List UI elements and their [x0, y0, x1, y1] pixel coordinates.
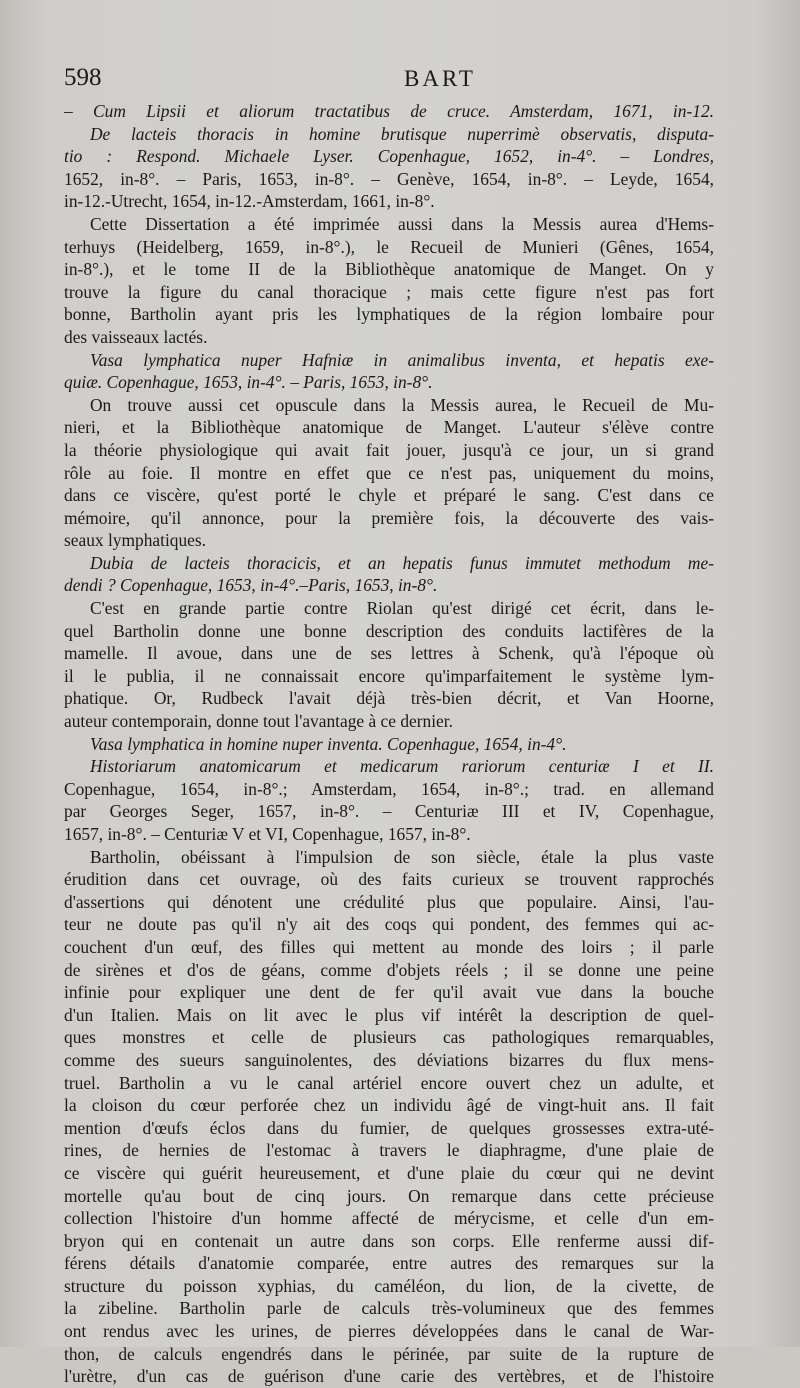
text-line: C'est en grande partie contre Riolan qu'est dirigé cet écrit, dans le- — [90, 598, 714, 619]
text-line: infinie pour expliquer une dent de fer qu'il avait vue dans la bouche — [64, 982, 714, 1003]
text-line: in-8°.), et le tome II de la Bibliothèque anatomique de Manget. On y — [64, 259, 714, 280]
text-line: ce viscère qui guérit heureusement, et d'une plaie du cœur qui ne devint — [64, 1162, 714, 1183]
text-line: d'assertions qui dénotent une crédulité plus que populaire. Ainsi, l'au- — [64, 891, 714, 912]
running-head: BART — [404, 66, 476, 91]
text-line: érudition dans cet ouvrage, où des faits curieux se trouvent rapprochés — [64, 869, 714, 890]
text-line: De lacteis thoracis in homine brutisque nuperrimè observatis, disputa- — [90, 123, 714, 144]
text-line: la zibeline. Bartholin parle de calculs très-volumineux que des femmes — [64, 1298, 714, 1319]
text-line: ont rendus avec les urines, de pierres développées dans le canal de War- — [64, 1321, 714, 1342]
text-line: férens détails d'anatomie comparée, entre autres des remarques sur la — [64, 1253, 714, 1274]
text-line: Historiarum anatomicarum et medicarum rariorum centuriæ I et II. — [90, 756, 714, 777]
text-line: – Cum Lipsii et aliorum tractatibus de cruce. Amsterdam, 1671, in-12. — [64, 101, 714, 121]
page-body — [64, 100, 714, 1388]
text-line: teur ne doute pas qu'il n'y ait des coqs qui pondent, des femmes qui ac- — [64, 914, 714, 935]
text-line: 1652, in-8°. – Paris, 1653, in-8°. – Genève, 1654, in-8°. – Leyde, 1654, — [64, 168, 714, 189]
text-line: d'un Italien. Mais on lit avec le plus vif intérêt la description de quel- — [64, 1004, 714, 1025]
text-line: phatique. Or, Rudbeck l'avait déjà très-bien décrit, et Van Hoorne, — [64, 688, 714, 709]
text-line: quiæ. Copenhague, 1653, in-4°. – Paris, 1653, in-8°. — [64, 372, 433, 393]
text-line: des vaisseaux lactés. — [64, 326, 208, 347]
text-line: terhuys (Heidelberg, 1659, in-8°.), le Recueil de Munieri (Gênes, 1654, — [64, 236, 714, 257]
text-line: Dubia de lacteis thoracicis, et an hepatis funus immutet methodum me- — [90, 552, 714, 573]
text-line: dendi ? Copenhague, 1653, in-4°.–Paris, 1653, in-8°. — [64, 575, 438, 596]
text-line: seaux lymphatiques. — [64, 530, 206, 551]
text-line: 1657, in-8°. – Centuriæ V et VI, Copenhague, 1657, in-8°. — [64, 824, 471, 844]
text-line: thon, de calculs engendrés dans le périnée, par suite de la rupture de — [64, 1343, 714, 1364]
text-line: dans ce viscère, qu'est porté le chyle et préparé le sang. C'est dans ce — [64, 485, 714, 506]
text-line: bryon qui en contenait un autre dans son corps. Elle renferme aussi dif- — [64, 1230, 714, 1251]
page-number: 598 — [64, 64, 102, 91]
text-line: mortelle qu'au bout de cinq jours. On remarque dans cette précieuse — [64, 1185, 714, 1206]
text-line: la cloison du cœur perforée chez un individu âgé de vingt-huit ans. Il fait — [64, 1095, 714, 1116]
text-line: Bartholin, obéissant à l'impulsion de son siècle, étale la plus vaste — [90, 846, 714, 867]
text-line: mémoire, qu'il annonce, pour la première fois, la découverte des vais- — [64, 507, 714, 528]
text-line: in-12.-Utrecht, 1654, in-12.-Amsterdam, 1661, in-8°. — [64, 191, 435, 212]
page-header — [64, 64, 714, 94]
text-line: Vasa lymphatica nuper Hafniæ in animalibus inventa, et hepatis exe- — [90, 349, 714, 370]
text-line: rôle au foie. Il montre en effet que ce n'est pas, uniquement du moins, — [64, 462, 714, 483]
text-line: de sirènes et d'os de géans, comme d'objets réels ; il se donne une peine — [64, 959, 714, 980]
text-line: la théorie physiologique qui avait fait jouer, jusqu'à ce jour, un si grand — [64, 439, 714, 460]
text-line: structure du poisson xyphias, du caméléon, du lion, de la civette, de — [64, 1275, 714, 1296]
text-line: bonne, Bartholin ayant pris les lymphatiques de la région lombaire pour — [64, 304, 714, 325]
text-line: comme des sueurs sanguinolentes, des déviations bizarres du flux mens- — [64, 1049, 714, 1070]
text-line: collection l'histoire d'un homme affecté de mérycisme, et celle d'un em- — [64, 1208, 714, 1229]
text-line: nieri, et la Bibliothèque anatomique de Manget. L'auteur s'élève contre — [64, 417, 714, 438]
text-line: mamelle. Il avoue, dans une de ses lettres à Schenk, qu'à l'époque où — [64, 643, 714, 664]
text-line: truel. Bartholin a vu le canal artériel encore ouvert chez un adulte, et — [64, 1072, 714, 1093]
text-line: ques monstres et celle de plusieurs cas pathologiques remarquables, — [64, 1027, 714, 1048]
text-line: Copenhague, 1654, in-8°.; Amsterdam, 1654, in-8°.; trad. en allemand — [64, 778, 714, 799]
text-line: rines, de hernies de l'estomac à travers le diaphragme, d'une plaie de — [64, 1140, 714, 1161]
text-line: l'urètre, d'un cas de guérison d'une carie des vertèbres, et de l'histoire — [64, 1366, 714, 1387]
text-line: On trouve aussi cet opuscule dans la Messis aurea, le Recueil de Mu- — [90, 394, 714, 415]
text-line: il le publia, il ne connaissait encore qu'imparfaitement le système lym- — [64, 665, 714, 686]
text-line: auteur contemporain, donne tout l'avantage à ce dernier. — [64, 711, 453, 732]
text-line: par Georges Seger, 1657, in-8°. – Centuriæ III et IV, Copenhague, — [64, 801, 714, 822]
text-line: quel Bartholin donne une bonne description des conduits lactifères de la — [64, 620, 714, 641]
text-line: Vasa lymphatica in homine nuper inventa. Copenhague, 1654, in-4°. — [90, 733, 567, 754]
text-line: couchent d'un œuf, des filles qui mettent au monde des loirs ; il parle — [64, 936, 714, 957]
text-line: trouve la figure du canal thoracique ; mais cette figure n'est pas fort — [64, 281, 714, 302]
text-line: tio : Respond. Michaele Lyser. Copenhague, 1652, in-4°. – Londres, — [64, 146, 714, 167]
text-line: mention d'œufs éclos dans du fumier, de quelques grossesses extra-uté- — [64, 1117, 714, 1138]
text-line: Cette Dissertation a été imprimée aussi dans la Messis aurea d'Hems- — [90, 213, 714, 234]
